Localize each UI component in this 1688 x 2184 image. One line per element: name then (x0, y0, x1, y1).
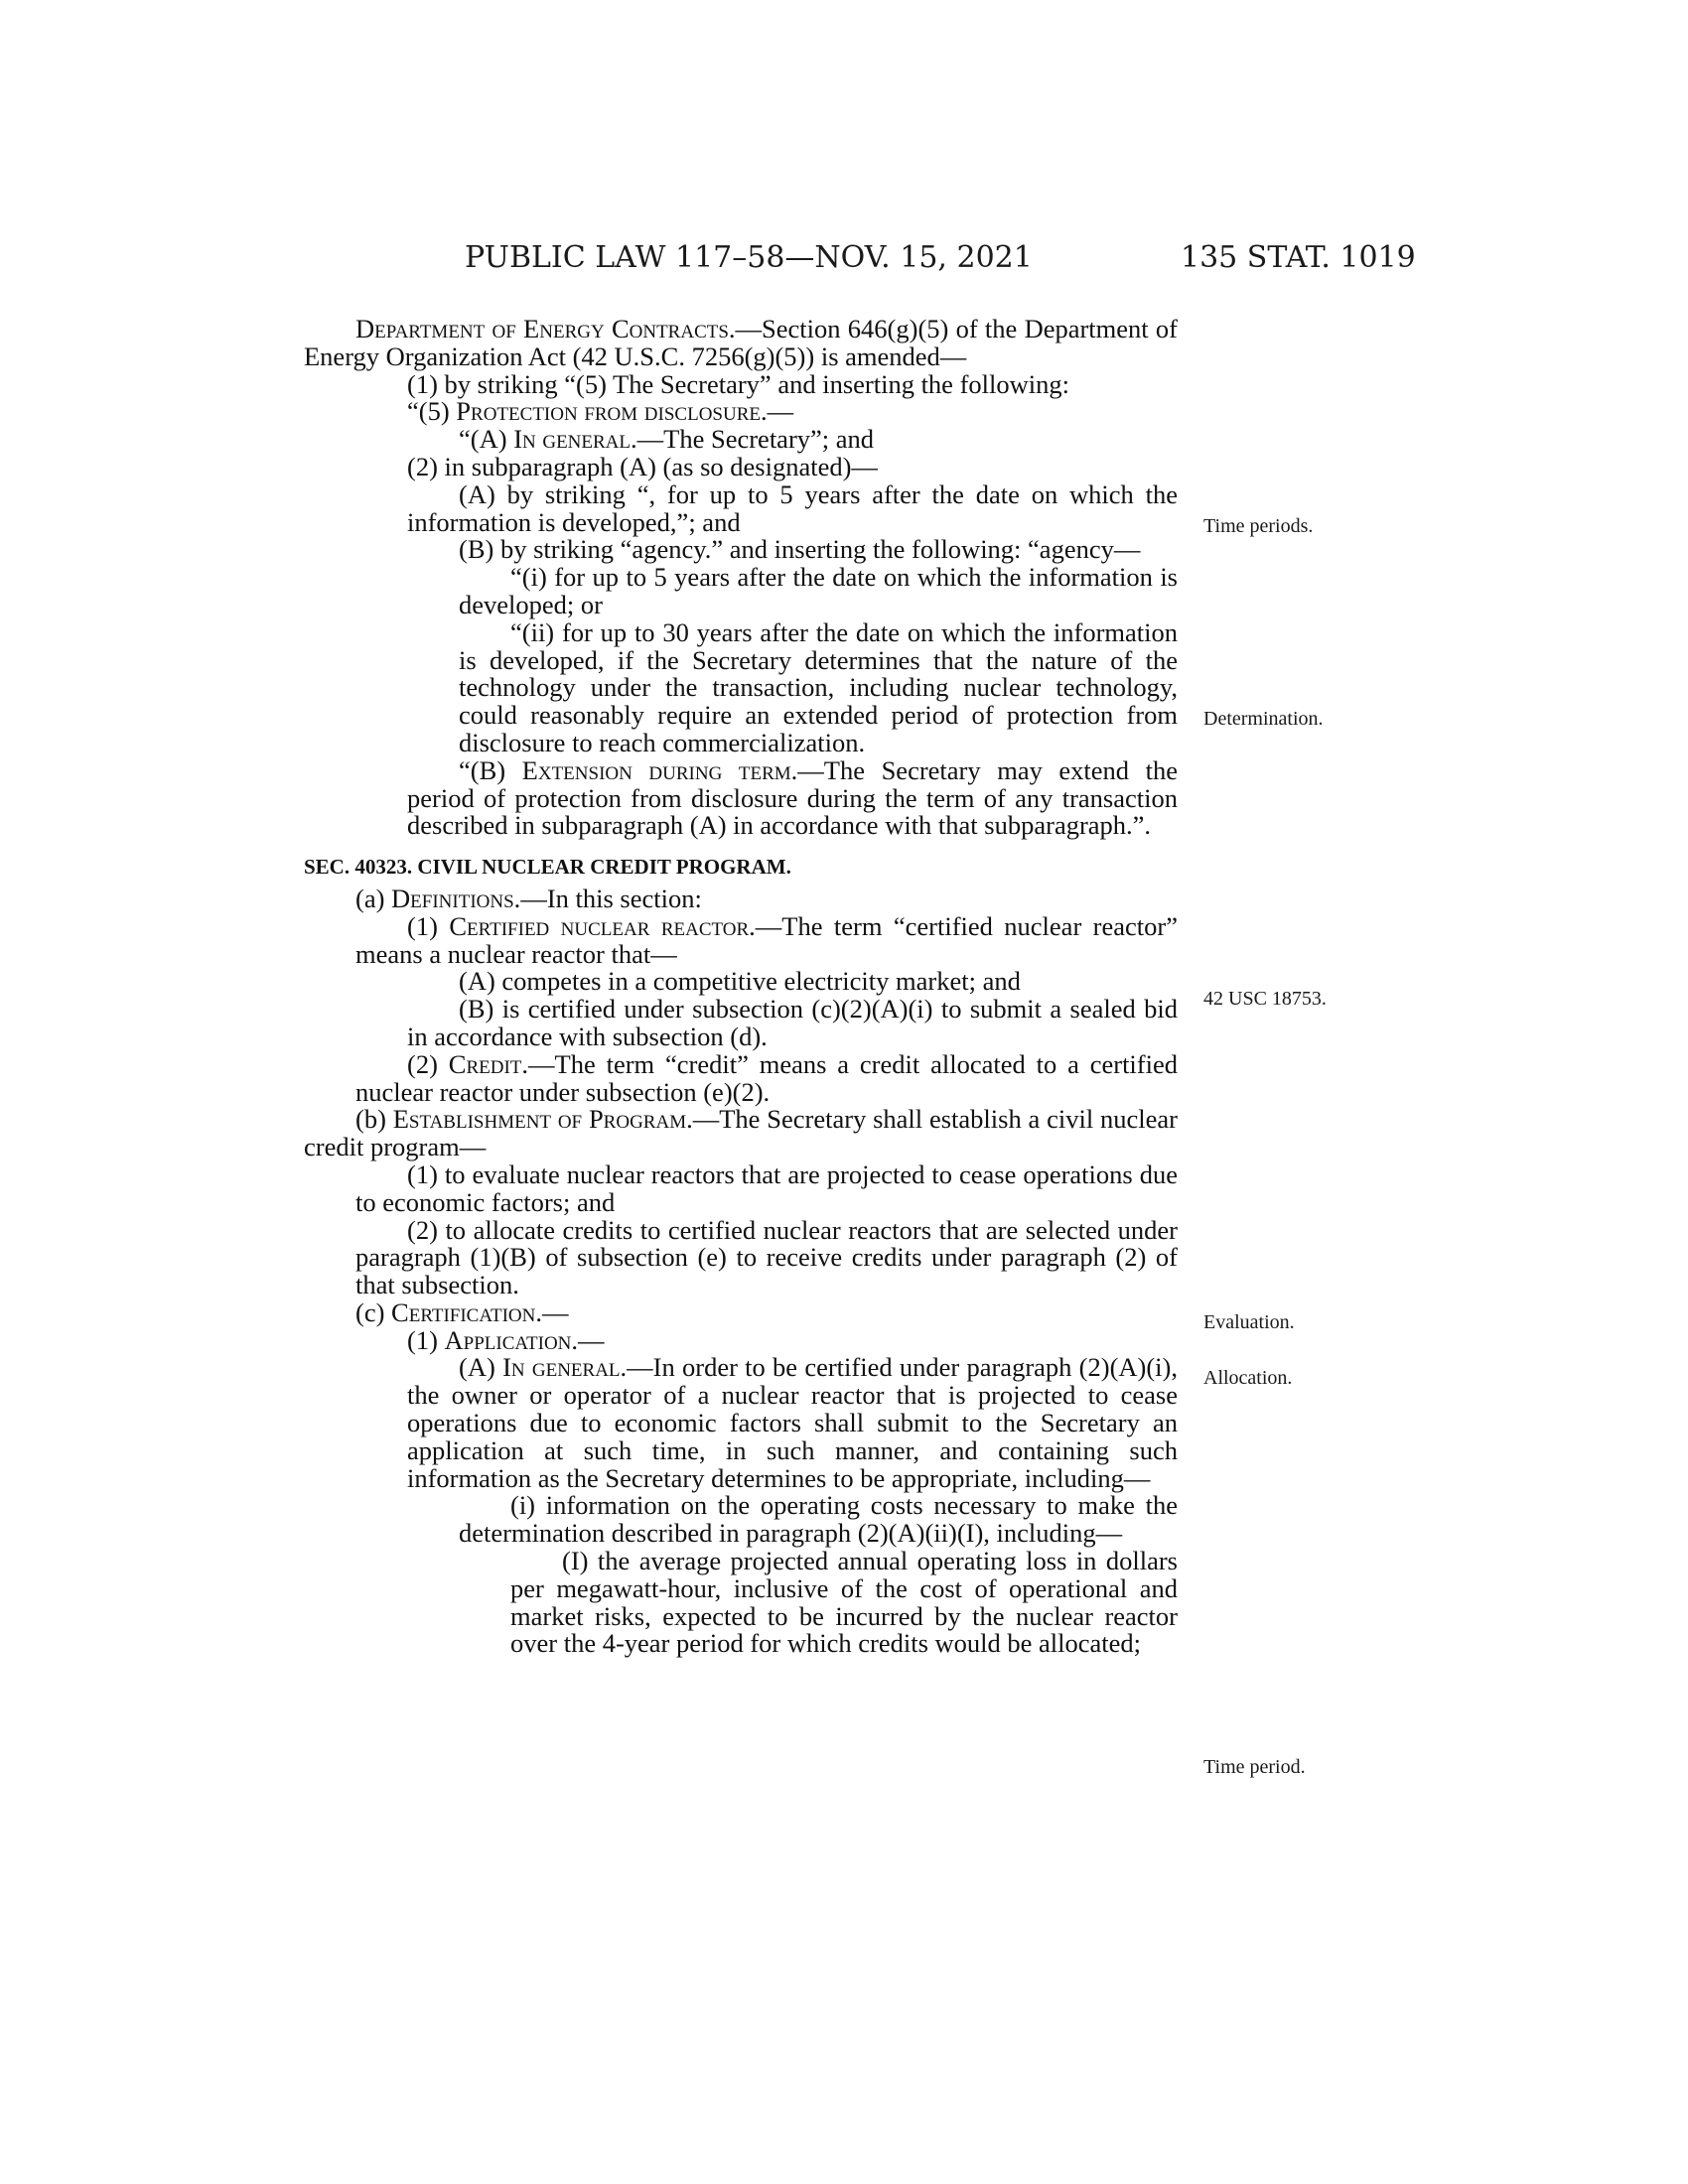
quoted-para-5-heading: Protection from disclosure. (456, 396, 768, 427)
quoted-para-5-dash: — (767, 396, 794, 427)
margin-note-usc: 42 USC 18753. (1203, 988, 1327, 1010)
subpara-cc1A (304, 1354, 1178, 1492)
subsection-b-text: —The Secretary shall establish a civil nuclear credit program— (304, 1104, 1179, 1162)
subsection-a (304, 883, 1178, 913)
para-a1-heading: Certified nuclear reactor. (449, 910, 756, 941)
law-text-body (304, 316, 1178, 1658)
para-a1-num: (1) (407, 910, 450, 941)
para-c1: (1) by striking “(5) The Secretary” and inserting the following: (407, 368, 1069, 399)
subsection-b (304, 1106, 1178, 1161)
quoted-subpara-A (304, 426, 1178, 454)
para-cc1-heading: Application. (444, 1324, 579, 1355)
subpara-cc1A-num: (A) (459, 1352, 503, 1383)
margin-note-determination: Determination. (1203, 708, 1324, 730)
quoted-subpara-B (304, 754, 1178, 841)
margin-note-time-period: Time period. (1203, 1756, 1306, 1778)
para-a2-heading: Credit. (448, 1048, 529, 1079)
para-a2-num: (2) (407, 1048, 449, 1079)
subpara-c2B: (B) by striking “agency.” and inserting the following: “agency— (459, 534, 1141, 565)
subsection-a-num: (a) (355, 883, 392, 913)
subsection-b-heading: Establishment of Program. (392, 1104, 693, 1135)
para-b1: (1) to evaluate nuclear reactors that are projected to cease operations due to economic factors; and (355, 1159, 1178, 1217)
subpara-cc1A-text: —In order to be certified under paragraph (2)(A)(i), the owner or operator of a nuclear reactor that is projected to cease operations due to economic factors shall submit to the Secretary an application at such time, in such manner, and containing such information as the Secretary determines to be appropriate, including— (407, 1352, 1178, 1493)
subsection-a-heading: Definitions. (391, 883, 521, 913)
subsection-a-text: —In this section: (520, 883, 702, 913)
running-header-page-number: 135 STAT. 1019 (1181, 240, 1416, 275)
quoted-clause-i: “(i) for up to 5 years after the date on which the information is developed; or (459, 562, 1178, 619)
para-c2: (2) in subparagraph (A) (as so designated)— (407, 451, 878, 481)
subsection-b-num: (b) (355, 1104, 393, 1135)
para-a2 (304, 1048, 1178, 1107)
subpara-c2A: (A) by striking “, for up to 5 years after the date on which the information is developed,”; and (407, 478, 1178, 537)
running-header-title: PUBLIC LAW 117–58—NOV. 15, 2021 (465, 240, 1033, 275)
section-heading: SEC. 40323. CIVIL NUCLEAR CREDIT PROGRAM. (304, 855, 791, 880)
quoted-subpara-B-heading: Extension during term. (521, 754, 798, 785)
subsection-c (304, 316, 1178, 371)
subsection-cc (304, 1299, 1178, 1327)
subpara-a1A: (A) competes in a competitive electricity market; and (459, 966, 1021, 997)
quoted-clause-ii: “(ii) for up to 30 years after the date on which the information is developed, if the Secretary determines that the nature of the technology under the transaction, including nuclear technology, could reasonably require an extended period of protection from disclosure to reach commercialization. (459, 616, 1178, 757)
para-a1-text: —The term “certified nuclear reactor” means a nuclear reactor that— (355, 910, 1178, 969)
subpara-cc1A-heading: In general. (502, 1352, 628, 1383)
subpara-a1B: (B) is certified under subsection (c)(2)(A)(i) to submit a sealed bid in accordance with subsection (d). (407, 994, 1178, 1051)
subsection-cc-num: (c) (355, 1297, 392, 1327)
subsection-cc-dash: — (541, 1297, 569, 1327)
quoted-subpara-B-num: “(B) (459, 754, 522, 785)
subsection-c-text: —Section 646(g)(5) of the Department of Energy Organization Act (42 U.S.C. 7256(g)(5)) is amended— (304, 314, 1178, 371)
para-a2-text: —The term “credit” means a credit allocated to a certified nuclear reactor under subsection (e)(2). (355, 1048, 1178, 1107)
quoted-subpara-B-text: —The Secretary may extend the period of protection from disclosure during the term of any transaction described in subparagraph (A) in accordance with that subparagraph.”. (407, 754, 1178, 841)
subclause-cc1AiI: (I) the average projected annual operating loss in dollars per megawatt-hour, inclusive of the cost of operational and market risks, expected to be incurred by the nuclear reactor over the 4-year period for which credits would be allocated; (510, 1546, 1178, 1659)
para-cc1-num: (1) (407, 1324, 445, 1355)
subsection-c-heading: Department of Energy Contracts. (355, 314, 736, 343)
quoted-subpara-A-text: —The Secretary”; and (636, 424, 875, 455)
para-b2: (2) to allocate credits to certified nuclear reactors that are selected under paragraph (1)(B) of subsection (e) to receive credits under paragraph (2) of that subsection. (355, 1214, 1178, 1300)
para-a1 (304, 910, 1178, 969)
para-cc1-dash: — (578, 1324, 605, 1355)
margin-note-time-periods: Time periods. (1203, 515, 1314, 537)
quoted-subpara-A-heading: In general. (513, 424, 637, 455)
para-cc1 (304, 1324, 1178, 1355)
margin-note-evaluation: Evaluation. (1203, 1311, 1295, 1333)
quoted-subpara-A-num: “(A) (459, 424, 514, 455)
quoted-para-5-num: “(5) (407, 396, 457, 427)
margin-note-allocation: Allocation. (1203, 1367, 1293, 1389)
clause-cc1Ai: (i) information on the operating costs necessary to make the determination described in paragraph (2)(A)(ii)(I), including— (459, 1490, 1178, 1549)
quoted-para-5 (304, 398, 1178, 426)
subsection-cc-heading: Certification. (391, 1297, 542, 1327)
